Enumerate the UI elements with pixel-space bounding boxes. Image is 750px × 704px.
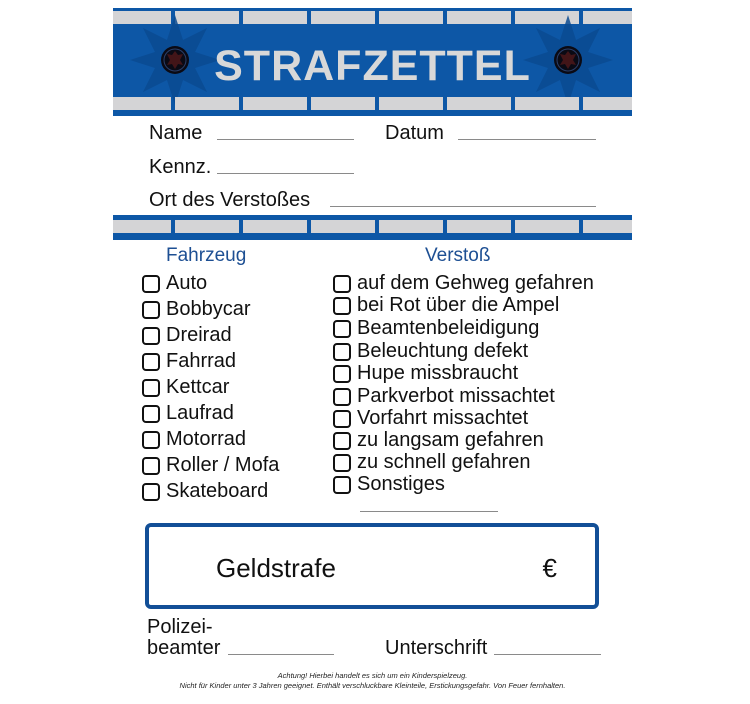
- fine-label: Geldstrafe: [216, 553, 336, 583]
- checkbox[interactable]: [333, 297, 351, 315]
- violation-option[interactable]: Hupe missbraucht: [333, 362, 518, 385]
- checkbox[interactable]: [142, 275, 160, 293]
- bottom-stripe: [113, 97, 632, 110]
- vehicle-option-roller-mofa[interactable]: Roller / Mofa: [142, 454, 279, 477]
- vehicle-heading: Fahrzeug: [166, 245, 247, 266]
- checkbox[interactable]: [142, 353, 160, 371]
- violation-option[interactable]: Beamtenbeleidigung: [333, 317, 539, 340]
- violation-option[interactable]: zu langsam gefahren: [333, 429, 544, 452]
- vehicle-option-auto[interactable]: Auto: [142, 272, 207, 295]
- officer-field[interactable]: [228, 654, 334, 655]
- checkbox[interactable]: [333, 388, 351, 406]
- violation-option[interactable]: bei Rot über die Ampel: [333, 294, 559, 317]
- divider-band: [113, 215, 632, 240]
- location-field[interactable]: [330, 206, 596, 207]
- plate-field[interactable]: [217, 173, 354, 174]
- document-title: STRAFZETTEL: [214, 42, 531, 90]
- vehicle-option-laufrad[interactable]: Laufrad: [142, 402, 234, 425]
- checkbox[interactable]: [142, 457, 160, 475]
- violation-option[interactable]: zu schnell gefahren: [333, 451, 530, 474]
- fine-box: [145, 523, 599, 609]
- officer-label-line2: beamter: [147, 637, 221, 659]
- checkbox[interactable]: [142, 483, 160, 501]
- safety-notice-line2: Nicht für Kinder unter 3 Jahren geeignet. Enthält verschluckbare Kleinteile, Erstickungsgefahr. Von Feuer fernhalten.: [179, 681, 566, 690]
- checkbox[interactable]: [142, 431, 160, 449]
- violation-heading: Verstoß: [425, 245, 491, 266]
- vehicle-option-bobbycar[interactable]: Bobbycar: [142, 298, 251, 321]
- checkbox[interactable]: [333, 476, 351, 494]
- checkbox[interactable]: [142, 301, 160, 319]
- checkbox[interactable]: [142, 405, 160, 423]
- safety-notice-line1: Achtung! Hierbei handelt es sich um ein Kinderspielzeug.: [277, 671, 468, 680]
- checkbox[interactable]: [333, 432, 351, 450]
- signature-label: Unterschrift: [385, 637, 488, 659]
- checkbox[interactable]: [333, 275, 351, 293]
- vehicle-option-dreirad[interactable]: Dreirad: [142, 324, 232, 347]
- vehicle-option-kettcar[interactable]: Kettcar: [142, 376, 229, 399]
- vehicle-option-motorrad[interactable]: Motorrad: [142, 428, 246, 451]
- violation-option[interactable]: Vorfahrt missachtet: [333, 407, 528, 430]
- date-label: Datum: [385, 122, 444, 144]
- police-star-icon: [518, 10, 618, 110]
- violation-option[interactable]: auf dem Gehweg gefahren: [333, 272, 594, 295]
- header-band: [113, 8, 632, 116]
- violation-option[interactable]: Parkverbot missachtet: [333, 385, 555, 408]
- signature-field[interactable]: [494, 654, 601, 655]
- checkbox[interactable]: [142, 327, 160, 345]
- location-label: Ort des Verstoßes: [149, 189, 311, 211]
- euro-symbol: €: [542, 553, 557, 583]
- other-violation-field[interactable]: [360, 511, 498, 512]
- checkbox[interactable]: [333, 320, 351, 338]
- checkbox[interactable]: [333, 454, 351, 472]
- date-field[interactable]: [458, 139, 596, 140]
- checkbox[interactable]: [142, 379, 160, 397]
- checkbox[interactable]: [333, 410, 351, 428]
- checkbox[interactable]: [333, 343, 351, 361]
- checkbox[interactable]: [333, 365, 351, 383]
- plate-label: Kennz.: [149, 156, 212, 178]
- name-field[interactable]: [217, 139, 354, 140]
- vehicle-option-skateboard[interactable]: Skateboard: [142, 480, 268, 503]
- vehicle-option-fahrrad[interactable]: Fahrrad: [142, 350, 236, 373]
- name-label: Name: [149, 122, 203, 144]
- officer-label-line1: Polizei-: [147, 616, 213, 638]
- violation-option-other[interactable]: Sonstiges: [333, 473, 445, 496]
- violation-option[interactable]: Beleuchtung defekt: [333, 340, 528, 363]
